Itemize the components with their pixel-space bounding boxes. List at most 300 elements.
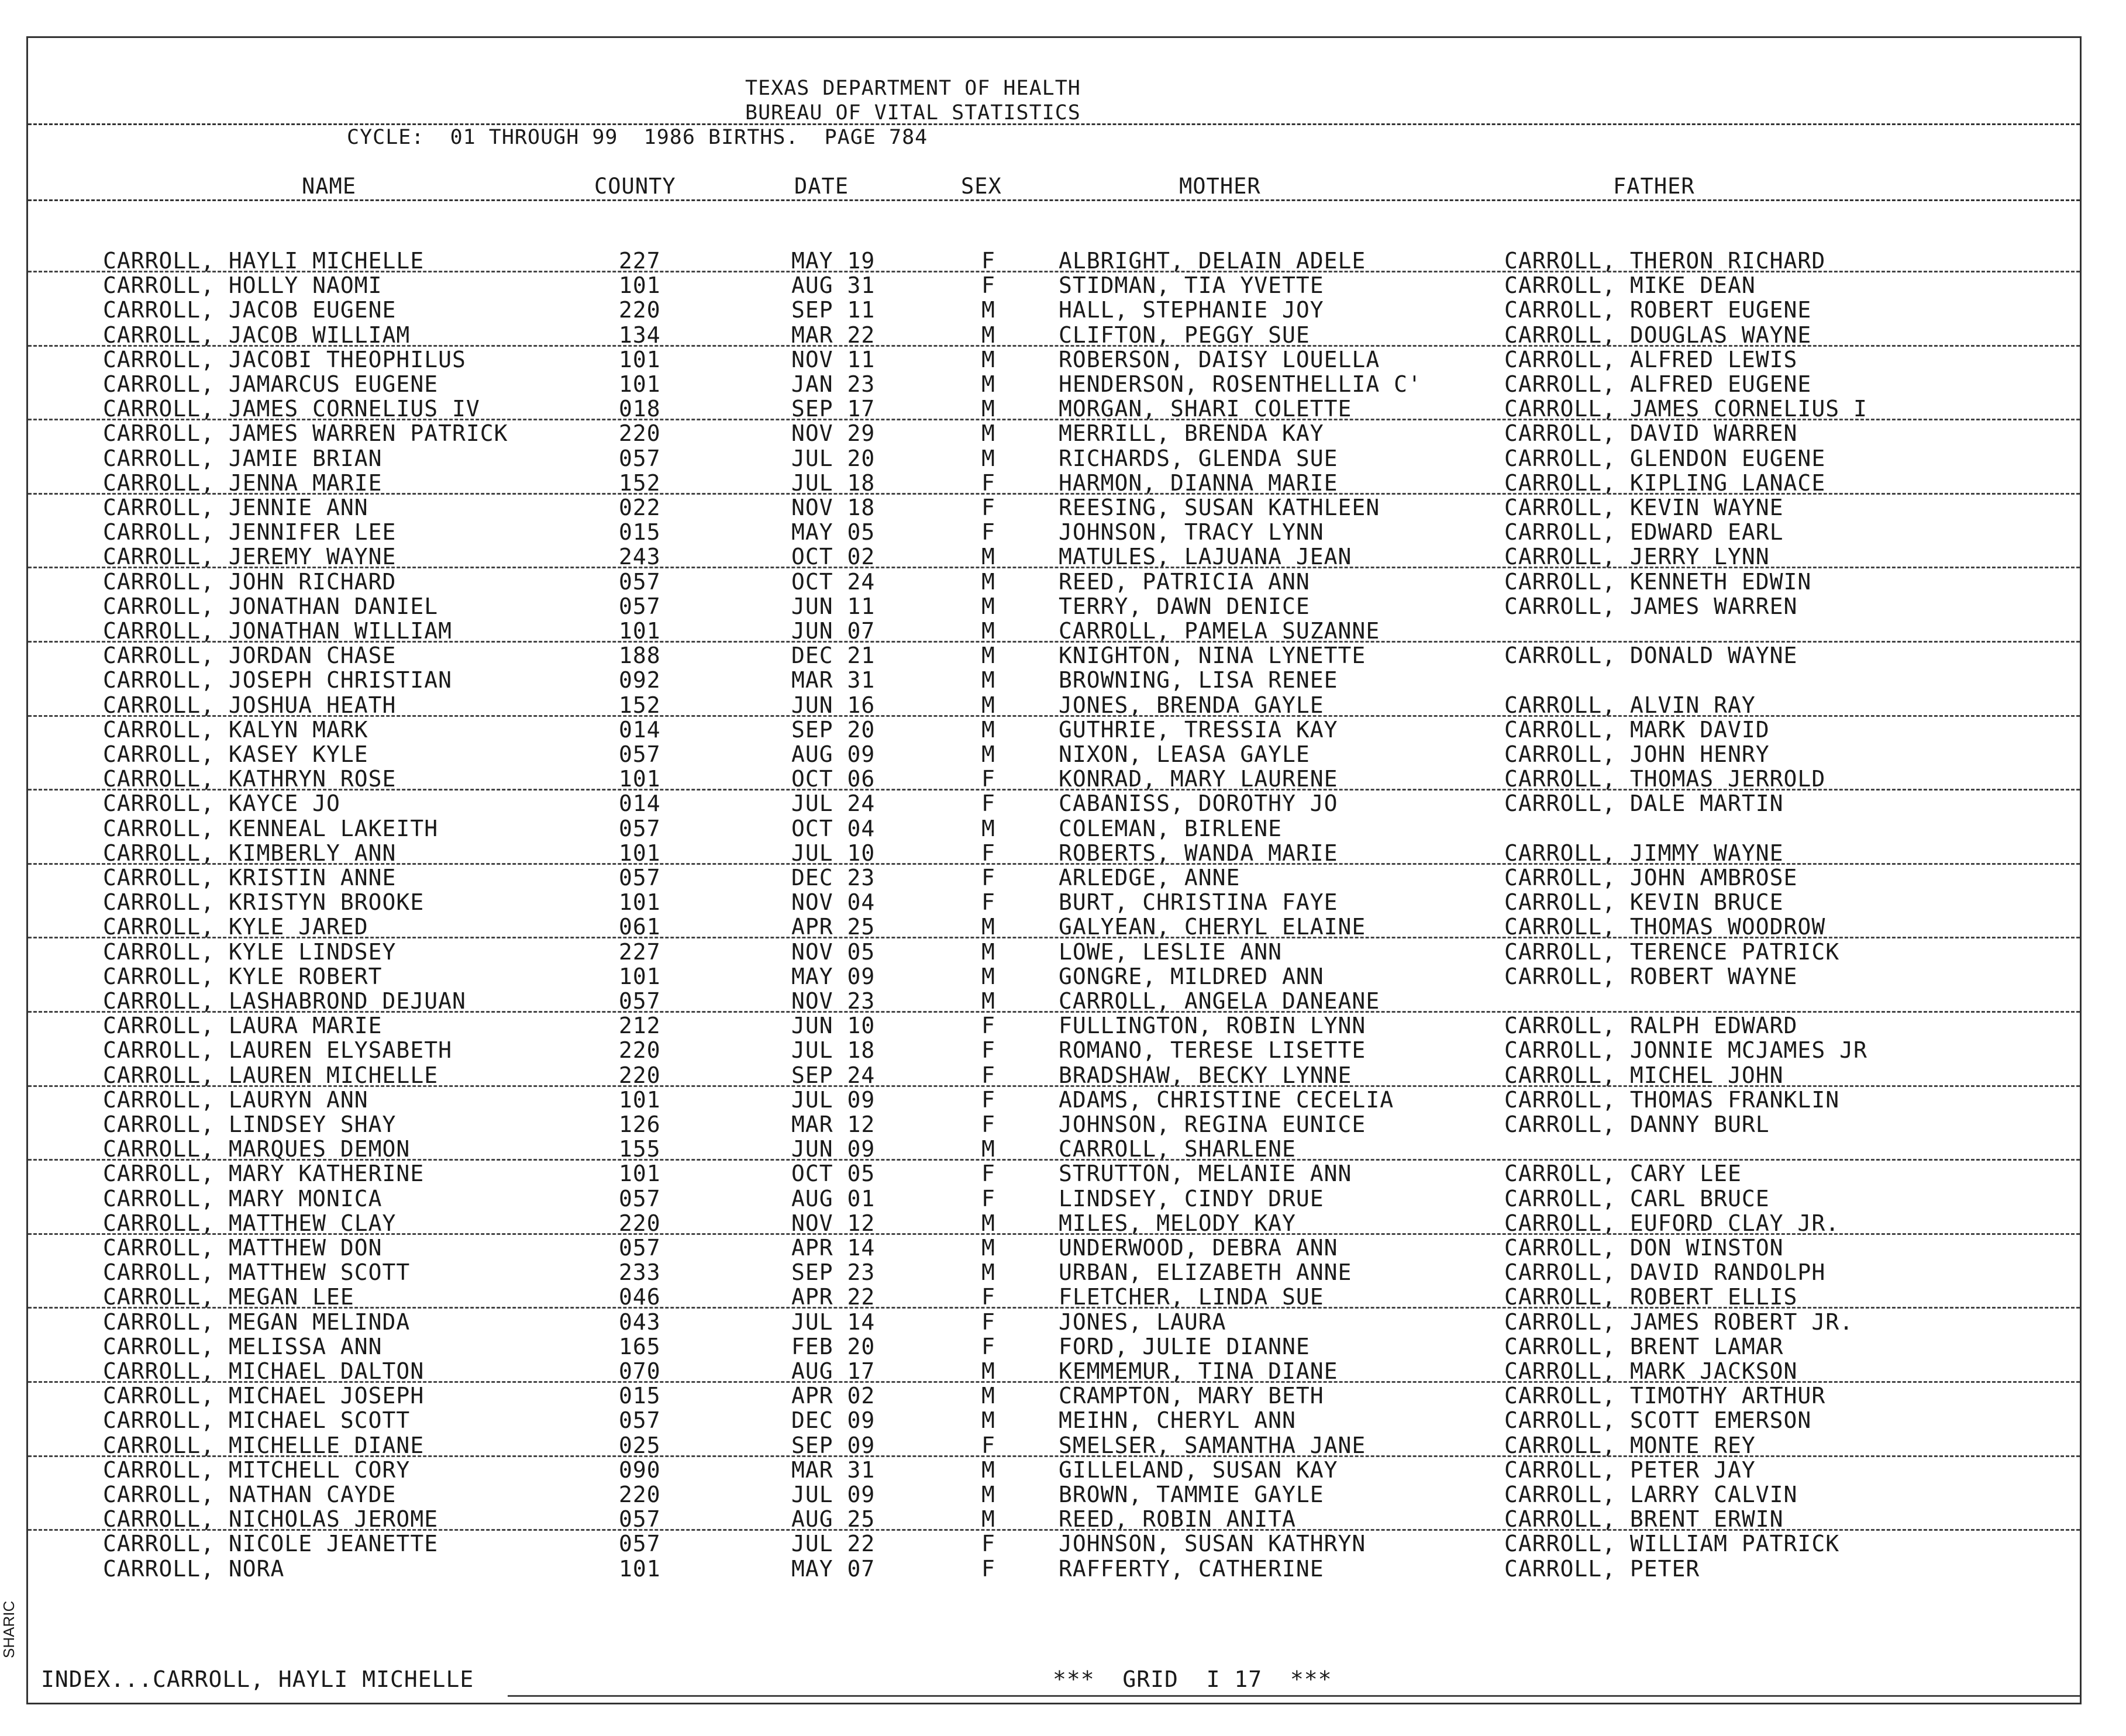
cell-sex: M xyxy=(981,1210,995,1236)
cell-mother: KONRAD, MARY LAURENE xyxy=(1059,766,1338,792)
column-header-mother: MOTHER xyxy=(1179,174,1261,199)
cell-mother: SMELSER, SAMANTHA JANE xyxy=(1059,1432,1366,1458)
table-row xyxy=(28,890,2080,914)
cell-county: 014 xyxy=(619,716,661,743)
cell-county: 220 xyxy=(619,297,661,323)
cell-county: 233 xyxy=(619,1259,661,1286)
cell-date: NOV 29 xyxy=(791,420,876,447)
cell-mother: RICHARDS, GLENDA SUE xyxy=(1059,445,1338,471)
cell-mother: JOHNSON, REGINA EUNICE xyxy=(1059,1112,1366,1137)
table-row xyxy=(28,594,2080,619)
cell-mother: REED, ROBIN ANITA xyxy=(1059,1506,1296,1533)
cell-date: SEP 24 xyxy=(791,1062,876,1088)
cell-name: CARROLL, KYLE ROBERT xyxy=(103,963,383,989)
cell-date: JUL 18 xyxy=(791,470,876,496)
cell-mother: ROMANO, TERESE LISETTE xyxy=(1059,1037,1366,1064)
cell-father: CARROLL, SCOTT EMERSON xyxy=(1504,1407,1812,1434)
cell-mother: COLEMAN, BIRLENE xyxy=(1059,815,1283,841)
table-row xyxy=(28,914,2080,939)
column-header-date: DATE xyxy=(794,174,849,199)
cell-date: AUG 09 xyxy=(791,741,876,767)
cell-county: 220 xyxy=(619,420,661,447)
table-row xyxy=(28,273,2080,298)
cell-date: APR 25 xyxy=(791,914,876,940)
cell-county: 057 xyxy=(619,988,661,1014)
cell-county: 070 xyxy=(619,1358,661,1384)
cell-sex: F xyxy=(981,791,995,817)
cell-sex: F xyxy=(981,1161,995,1187)
cell-date: MAR 12 xyxy=(791,1112,876,1137)
header-cycle: CYCLE: 01 THROUGH 99 1986 BIRTHS. PAGE 784 xyxy=(347,126,928,149)
cell-father: CARROLL, KEVIN BRUCE xyxy=(1504,889,1784,916)
cell-date: JUN 10 xyxy=(791,1013,876,1039)
table-row xyxy=(28,964,2080,989)
cell-date: OCT 05 xyxy=(791,1161,876,1187)
cell-father: CARROLL, ROBERT ELLIS xyxy=(1504,1284,1798,1310)
cell-mother: HARMON, DIANNA MARIE xyxy=(1059,470,1338,496)
cell-father: CARROLL, THOMAS JERROLD xyxy=(1504,766,1826,792)
cell-father: CARROLL, BRENT ERWIN xyxy=(1504,1506,1784,1533)
table-row xyxy=(28,619,2080,643)
cell-mother: UNDERWOOD, DEBRA ANN xyxy=(1059,1235,1338,1261)
table-row xyxy=(28,1112,2080,1137)
cell-date: AUG 17 xyxy=(791,1358,876,1384)
cell-date: APR 02 xyxy=(791,1383,876,1409)
cell-sex: F xyxy=(981,1062,995,1088)
cell-mother: MILES, MELODY KAY xyxy=(1059,1210,1296,1236)
cell-mother: STRUTTON, MELANIE ANN xyxy=(1059,1161,1352,1187)
cell-date: OCT 02 xyxy=(791,544,876,570)
column-header-father: FATHER xyxy=(1613,174,1695,199)
cell-mother: NIXON, LEASA GAYLE xyxy=(1059,741,1310,767)
cell-date: NOV 11 xyxy=(791,346,876,372)
column-header-county: COUNTY xyxy=(594,174,676,199)
cell-sex: M xyxy=(981,618,995,644)
table-row xyxy=(28,1433,2080,1458)
cell-mother: MERRILL, BRENDA KAY xyxy=(1059,420,1324,447)
cell-county: 015 xyxy=(619,1383,661,1409)
cell-mother: KEMMEMUR, TINA DIANE xyxy=(1059,1358,1338,1384)
cell-date: JUL 20 xyxy=(791,445,876,471)
cell-county: 126 xyxy=(619,1112,661,1137)
table-row xyxy=(28,372,2080,396)
cell-father: CARROLL, DON WINSTON xyxy=(1504,1235,1784,1261)
cell-name: CARROLL, MEGAN LEE xyxy=(103,1284,354,1310)
cell-mother: GALYEAN, CHERYL ELAINE xyxy=(1059,914,1366,940)
row-separator xyxy=(28,937,2080,938)
cell-father: CARROLL, TIMOTHY ARTHUR xyxy=(1504,1383,1826,1409)
cell-father: CARROLL, JAMES CORNELIUS I xyxy=(1504,396,1867,422)
cell-county: 057 xyxy=(619,1531,661,1557)
table-row xyxy=(28,544,2080,569)
cell-father: CARROLL, THERON RICHARD xyxy=(1504,248,1826,274)
cell-date: JUL 18 xyxy=(791,1037,876,1064)
row-separator xyxy=(28,567,2080,568)
cell-name: CARROLL, MELISSA ANN xyxy=(103,1333,383,1359)
cell-mother: JOHNSON, SUSAN KATHRYN xyxy=(1059,1531,1366,1557)
cell-county: 101 xyxy=(619,1086,661,1113)
cell-date: OCT 04 xyxy=(791,815,876,841)
cell-sex: F xyxy=(981,1309,995,1335)
cell-name: CARROLL, JENNIFER LEE xyxy=(103,519,397,546)
cell-sex: M xyxy=(981,297,995,323)
cell-name: CARROLL, JACOBI THEOPHILUS xyxy=(103,346,466,372)
cell-father: CARROLL, JERRY LYNN xyxy=(1504,544,1770,570)
table-row xyxy=(28,1186,2080,1211)
cell-mother: GILLELAND, SUSAN KAY xyxy=(1059,1457,1338,1483)
cell-name: CARROLL, MICHAEL SCOTT xyxy=(103,1407,411,1434)
cell-county: 155 xyxy=(619,1136,661,1162)
cell-father: CARROLL, JAMES ROBERT JR. xyxy=(1504,1309,1853,1335)
cell-date: JUL 09 xyxy=(791,1086,876,1113)
cell-mother: MORGAN, SHARI COLETTE xyxy=(1059,396,1352,422)
cell-father: CARROLL, JONNIE MCJAMES JR xyxy=(1504,1037,1867,1064)
cell-father: CARROLL, JOHN AMBROSE xyxy=(1504,865,1798,891)
cell-sex: M xyxy=(981,667,995,693)
cell-mother: HALL, STEPHANIE JOY xyxy=(1059,297,1324,323)
table-row xyxy=(28,865,2080,890)
table-row xyxy=(28,1137,2080,1161)
cell-mother: CRAMPTON, MARY BETH xyxy=(1059,1383,1324,1409)
table-row xyxy=(28,1013,2080,1038)
cell-county: 022 xyxy=(619,495,661,520)
footer-grid: *** GRID I 17 *** xyxy=(1053,1666,1332,1692)
cell-father: CARROLL, ALFRED EUGENE xyxy=(1504,371,1812,397)
cell-name: CARROLL, HAYLI MICHELLE xyxy=(103,248,425,274)
cell-sex: M xyxy=(981,914,995,940)
cell-sex: M xyxy=(981,938,995,965)
cell-date: NOV 18 xyxy=(791,495,876,520)
column-header-name: NAME xyxy=(302,174,357,199)
cell-date: MAY 05 xyxy=(791,519,876,546)
cell-date: FEB 20 xyxy=(791,1333,876,1359)
cell-sex: M xyxy=(981,346,995,372)
cell-sex: F xyxy=(981,840,995,866)
table-row xyxy=(28,1507,2080,1531)
cell-county: 057 xyxy=(619,865,661,891)
cell-name: CARROLL, JONATHAN WILLIAM xyxy=(103,618,452,644)
cell-mother: KNIGHTON, NINA LYNETTE xyxy=(1059,643,1366,669)
cell-father: CARROLL, JOHN HENRY xyxy=(1504,741,1770,767)
cell-father: CARROLL, CARY LEE xyxy=(1504,1161,1742,1187)
table-row xyxy=(28,1211,2080,1235)
table-row xyxy=(28,1556,2080,1581)
cell-county: 057 xyxy=(619,568,661,595)
cell-date: SEP 09 xyxy=(791,1432,876,1458)
cell-father: CARROLL, JIMMY WAYNE xyxy=(1504,840,1784,866)
cell-date: JUL 22 xyxy=(791,1531,876,1557)
cell-sex: M xyxy=(981,445,995,471)
table-row xyxy=(28,1235,2080,1260)
table-row xyxy=(28,1359,2080,1383)
cell-name: CARROLL, MITCHELL CORY xyxy=(103,1457,411,1483)
table-row xyxy=(28,1531,2080,1556)
cell-sex: M xyxy=(981,1482,995,1507)
cell-name: CARROLL, JAMES WARREN PATRICK xyxy=(103,420,508,447)
table-row xyxy=(28,1383,2080,1408)
cell-date: JUN 07 xyxy=(791,618,876,644)
cell-name: CARROLL, MICHAEL JOSEPH xyxy=(103,1383,425,1409)
cell-mother: MATULES, LAJUANA JEAN xyxy=(1059,544,1352,570)
cell-mother: GUTHRIE, TRESSIA KAY xyxy=(1059,716,1338,743)
cell-father: CARROLL, PETER JAY xyxy=(1504,1457,1756,1483)
column-header-sex: SEX xyxy=(961,174,1002,199)
cell-sex: F xyxy=(981,470,995,496)
cell-name: CARROLL, JACOB WILLIAM xyxy=(103,322,411,348)
cell-sex: M xyxy=(981,1383,995,1409)
table-row xyxy=(28,643,2080,668)
cell-mother: ALBRIGHT, DELAIN ADELE xyxy=(1059,248,1366,274)
cell-sex: M xyxy=(981,420,995,447)
cell-date: MAR 22 xyxy=(791,322,876,348)
cell-county: 220 xyxy=(619,1482,661,1507)
cell-sex: F xyxy=(981,766,995,792)
cell-father: CARROLL, TERENCE PATRICK xyxy=(1504,938,1840,965)
cell-father: CARROLL, KENNETH EDWIN xyxy=(1504,568,1812,595)
cell-father: CARROLL, DAVID RANDOLPH xyxy=(1504,1259,1826,1286)
cell-father: CARROLL, DALE MARTIN xyxy=(1504,791,1784,817)
cell-mother: REED, PATRICIA ANN xyxy=(1059,568,1310,595)
header-rule xyxy=(28,123,2080,125)
cell-county: 090 xyxy=(619,1457,661,1483)
table-row xyxy=(28,1285,2080,1309)
cell-sex: M xyxy=(981,322,995,348)
cell-date: AUG 01 xyxy=(791,1185,876,1212)
cell-date: SEP 20 xyxy=(791,716,876,743)
cell-name: CARROLL, JACOB EUGENE xyxy=(103,297,397,323)
header-subtitle: BUREAU OF VITAL STATISTICS xyxy=(745,101,1081,125)
cell-name: CARROLL, MICHELLE DIANE xyxy=(103,1432,425,1458)
cell-sex: M xyxy=(981,1407,995,1434)
cell-county: 152 xyxy=(619,470,661,496)
footer-index: INDEX...CARROLL, HAYLI MICHELLE xyxy=(41,1666,474,1692)
table-row xyxy=(28,347,2080,372)
cell-county: 057 xyxy=(619,1235,661,1261)
cell-sex: M xyxy=(981,371,995,397)
cell-sex: M xyxy=(981,593,995,619)
cell-sex: M xyxy=(981,692,995,718)
cell-date: JUN 11 xyxy=(791,593,876,619)
cell-date: NOV 23 xyxy=(791,988,876,1014)
cell-date: JUN 09 xyxy=(791,1136,876,1162)
cell-county: 015 xyxy=(619,519,661,546)
cell-sex: F xyxy=(981,248,995,274)
cell-date: JUL 09 xyxy=(791,1482,876,1507)
cell-father: CARROLL, DAVID WARREN xyxy=(1504,420,1798,447)
cell-county: 092 xyxy=(619,667,661,693)
table-row xyxy=(28,989,2080,1013)
cell-father: CARROLL, ROBERT EUGENE xyxy=(1504,297,1812,323)
cell-county: 046 xyxy=(619,1284,661,1310)
cell-county: 220 xyxy=(619,1210,661,1236)
cell-county: 057 xyxy=(619,1506,661,1533)
table-row xyxy=(28,446,2080,471)
cell-county: 061 xyxy=(619,914,661,940)
cell-name: CARROLL, JAMIE BRIAN xyxy=(103,445,383,471)
cell-name: CARROLL, MATTHEW SCOTT xyxy=(103,1259,411,1286)
cell-mother: URBAN, ELIZABETH ANNE xyxy=(1059,1259,1352,1286)
cell-father: CARROLL, ROBERT WAYNE xyxy=(1504,963,1798,989)
cell-sex: F xyxy=(981,1013,995,1039)
cell-name: CARROLL, MARY MONICA xyxy=(103,1185,383,1212)
cell-mother: BROWN, TAMMIE GAYLE xyxy=(1059,1482,1324,1507)
cell-mother: CARROLL, SHARLENE xyxy=(1059,1136,1296,1162)
cell-date: MAR 31 xyxy=(791,1457,876,1483)
table-row xyxy=(28,298,2080,322)
cell-father: CARROLL, KIPLING LANACE xyxy=(1504,470,1826,496)
cell-county: 057 xyxy=(619,445,661,471)
cell-county: 212 xyxy=(619,1013,661,1039)
cell-date: APR 14 xyxy=(791,1235,876,1261)
cell-date: NOV 12 xyxy=(791,1210,876,1236)
cell-father: CARROLL, DONALD WAYNE xyxy=(1504,643,1798,669)
cell-name: CARROLL, JEREMY WAYNE xyxy=(103,544,397,570)
cell-name: CARROLL, JOSHUA HEATH xyxy=(103,692,397,718)
cell-father: CARROLL, MONTE REY xyxy=(1504,1432,1756,1458)
cell-father: CARROLL, KEVIN WAYNE xyxy=(1504,495,1784,520)
cell-mother: STIDMAN, TIA YVETTE xyxy=(1059,272,1324,299)
cell-father: CARROLL, DOUGLAS WAYNE xyxy=(1504,322,1812,348)
cell-name: CARROLL, JAMES CORNELIUS IV xyxy=(103,396,480,422)
cell-county: 101 xyxy=(619,840,661,866)
cell-county: 152 xyxy=(619,692,661,718)
cell-father: CARROLL, THOMAS WOODROW xyxy=(1504,914,1826,940)
table-row xyxy=(28,816,2080,841)
cell-date: SEP 23 xyxy=(791,1259,876,1286)
table-row xyxy=(28,421,2080,446)
cell-sex: F xyxy=(981,1185,995,1212)
cell-sex: F xyxy=(981,272,995,299)
cell-father: CARROLL, WILLIAM PATRICK xyxy=(1504,1531,1840,1557)
column-header-rule xyxy=(28,199,2080,201)
cell-name: CARROLL, JENNA MARIE xyxy=(103,470,383,496)
cell-name: CARROLL, LAUREN MICHELLE xyxy=(103,1062,439,1088)
cell-name: CARROLL, JOSEPH CHRISTIAN xyxy=(103,667,452,693)
cell-date: AUG 25 xyxy=(791,1506,876,1533)
cell-county: 057 xyxy=(619,1407,661,1434)
cell-father: CARROLL, EDWARD EARL xyxy=(1504,519,1784,546)
cell-date: DEC 09 xyxy=(791,1407,876,1434)
cell-name: CARROLL, MATTHEW DON xyxy=(103,1235,383,1261)
cell-date: JUN 16 xyxy=(791,692,876,718)
table-row xyxy=(28,1063,2080,1088)
cell-father: CARROLL, PETER xyxy=(1504,1555,1700,1582)
cell-name: CARROLL, JOHN RICHARD xyxy=(103,568,397,595)
cell-sex: F xyxy=(981,1555,995,1582)
cell-sex: F xyxy=(981,1037,995,1064)
cell-county: 101 xyxy=(619,346,661,372)
table-row xyxy=(28,323,2080,347)
table-row xyxy=(28,1260,2080,1285)
cell-sex: M xyxy=(981,716,995,743)
cell-name: CARROLL, JONATHAN DANIEL xyxy=(103,593,439,619)
cell-date: JAN 23 xyxy=(791,371,876,397)
cell-mother: BROWNING, LISA RENEE xyxy=(1059,667,1338,693)
cell-name: CARROLL, MARQUES DEMON xyxy=(103,1136,411,1162)
table-row xyxy=(28,570,2080,594)
cell-name: CARROLL, LAURA MARIE xyxy=(103,1013,383,1039)
cell-county: 101 xyxy=(619,272,661,299)
cell-name: CARROLL, KAYCE JO xyxy=(103,791,340,817)
cell-sex: F xyxy=(981,1112,995,1137)
cell-mother: ADAMS, CHRISTINE CECELIA xyxy=(1059,1086,1394,1113)
cell-date: OCT 24 xyxy=(791,568,876,595)
cell-county: 188 xyxy=(619,643,661,669)
cell-name: CARROLL, KRISTYN BROOKE xyxy=(103,889,425,916)
cell-mother: ARLEDGE, ANNE xyxy=(1059,865,1241,891)
table-row xyxy=(28,767,2080,791)
table-row xyxy=(28,495,2080,520)
cell-name: CARROLL, KIMBERLY ANN xyxy=(103,840,397,866)
cell-county: 101 xyxy=(619,766,661,792)
cell-county: 057 xyxy=(619,593,661,619)
cell-date: JUL 14 xyxy=(791,1309,876,1335)
cell-date: MAR 31 xyxy=(791,667,876,693)
side-watermark: SHARIC xyxy=(0,1600,18,1658)
cell-name: CARROLL, LAURYN ANN xyxy=(103,1086,368,1113)
cell-mother: HENDERSON, ROSENTHELLIA C' xyxy=(1059,371,1422,397)
cell-county: 101 xyxy=(619,1555,661,1582)
cell-sex: M xyxy=(981,396,995,422)
cell-date: NOV 04 xyxy=(791,889,876,916)
cell-county: 220 xyxy=(619,1062,661,1088)
cell-name: CARROLL, NICHOLAS JEROME xyxy=(103,1506,439,1533)
cell-father: CARROLL, JAMES WARREN xyxy=(1504,593,1798,619)
cell-date: DEC 23 xyxy=(791,865,876,891)
cell-date: SEP 17 xyxy=(791,396,876,422)
cell-county: 057 xyxy=(619,1185,661,1212)
cell-father: CARROLL, DANNY BURL xyxy=(1504,1112,1770,1137)
cell-sex: M xyxy=(981,544,995,570)
cell-mother: JOHNSON, TRACY LYNN xyxy=(1059,519,1324,546)
cell-mother: MEIHN, CHERYL ANN xyxy=(1059,1407,1296,1434)
cell-date: JUL 10 xyxy=(791,840,876,866)
cell-sex: M xyxy=(981,1235,995,1261)
table-row xyxy=(28,471,2080,495)
cell-county: 220 xyxy=(619,1037,661,1064)
cell-sex: F xyxy=(981,1432,995,1458)
cell-sex: M xyxy=(981,1358,995,1384)
cell-mother: JONES, LAURA xyxy=(1059,1309,1226,1335)
cell-father: CARROLL, CARL BRUCE xyxy=(1504,1185,1770,1212)
cell-county: 101 xyxy=(619,371,661,397)
cell-name: CARROLL, KENNEAL LAKEITH xyxy=(103,815,439,841)
cell-name: CARROLL, HOLLY NAOMI xyxy=(103,272,383,299)
cell-county: 043 xyxy=(619,1309,661,1335)
cell-father: CARROLL, THOMAS FRANKLIN xyxy=(1504,1086,1840,1113)
cell-name: CARROLL, NATHAN CAYDE xyxy=(103,1482,397,1507)
cell-sex: F xyxy=(981,1284,995,1310)
cell-sex: F xyxy=(981,865,995,891)
cell-father: CARROLL, EUFORD CLAY JR. xyxy=(1504,1210,1840,1236)
cell-sex: M xyxy=(981,741,995,767)
cell-sex: F xyxy=(981,889,995,916)
table-row xyxy=(28,841,2080,865)
cell-mother: CLIFTON, PEGGY SUE xyxy=(1059,322,1310,348)
cell-sex: M xyxy=(981,1506,995,1533)
cell-mother: LINDSEY, CINDY DRUE xyxy=(1059,1185,1324,1212)
cell-name: CARROLL, KRISTIN ANNE xyxy=(103,865,397,891)
cell-name: CARROLL, JENNIE ANN xyxy=(103,495,368,520)
cell-county: 227 xyxy=(619,938,661,965)
cell-name: CARROLL, MATTHEW CLAY xyxy=(103,1210,397,1236)
cell-name: CARROLL, KATHRYN ROSE xyxy=(103,766,397,792)
cell-sex: M xyxy=(981,1259,995,1286)
header-title: TEXAS DEPARTMENT OF HEALTH xyxy=(745,77,1081,100)
cell-father: CARROLL, BRENT LAMAR xyxy=(1504,1333,1784,1359)
cell-mother: RAFFERTY, CATHERINE xyxy=(1059,1555,1324,1582)
cell-mother: CARROLL, ANGELA DANEANE xyxy=(1059,988,1380,1014)
